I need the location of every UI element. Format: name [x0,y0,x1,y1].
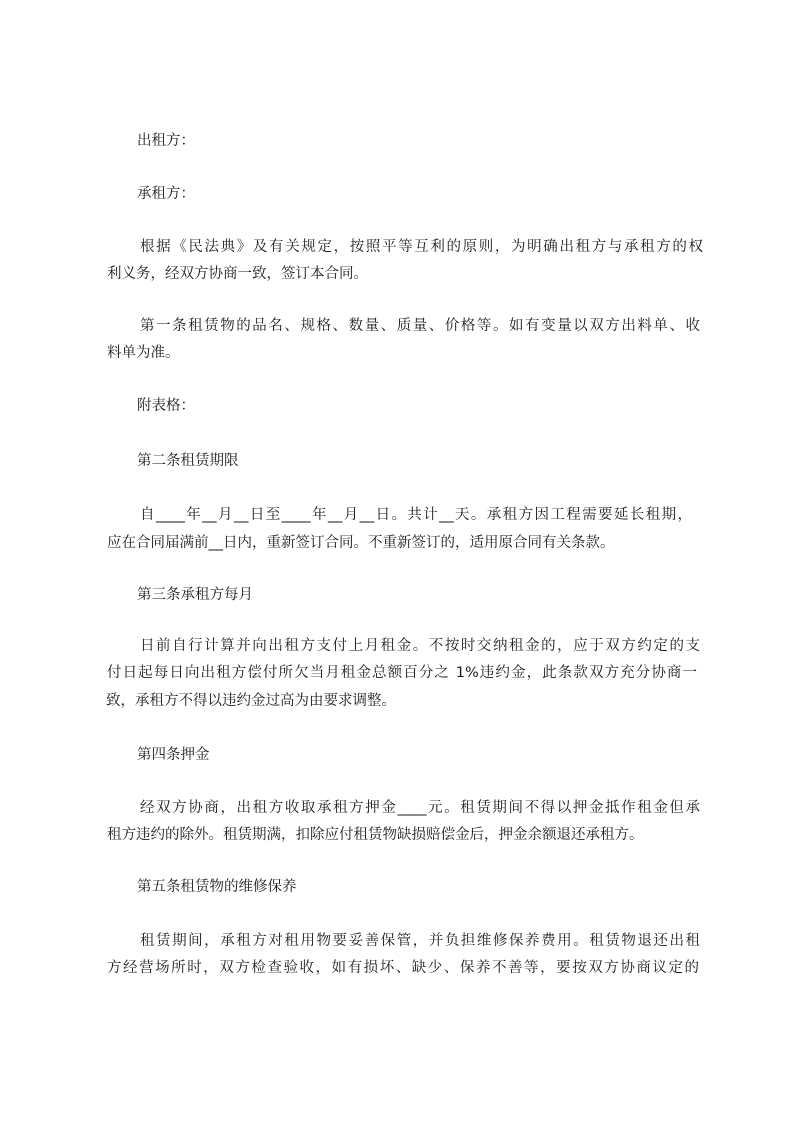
article4-text-2: 租方违约的除外。租赁期满，扣除应付租赁物缺损赔偿金后，押金余额退还承租方。 [107,827,644,843]
article5-line-1 [0,931,793,951]
article4-line-2 [0,825,793,845]
intro-text-2: 利义务，经双方协商一致，签订本合同。 [107,266,368,282]
article5-line-2 [0,958,793,978]
article3-text-2: 付日起每日向出租方偿付所欠当月租金总额百分之 1%违约金，此条款双方充分协商一 [107,665,697,681]
article3-text-3: 致，承租方不得以违约金过高为由要求调整。 [106,693,396,709]
article2-text-1: 自____年__月__日至____年__月__日。共计__天。承租方因工程需要延长租期， [140,507,692,523]
article3-heading-text: 第三条承租方每月 [137,587,253,603]
intro-line-2 [0,264,793,284]
article5-heading-text: 第五条租赁物的维修保养 [137,879,297,895]
article2-line-1 [0,505,793,525]
article3-text-1: 日前自行计算并向出租方支付上月租金。不按时交纳租金的，应于双方约定的支 [140,638,700,654]
article5-text-2: 方经营场所时，双方检查验收，如有损坏、缺少、保养不善等，要按双方协商议定的 [107,960,699,976]
intro-text-1: 根据《民法典》及有关规定，按照平等互利的原则，为明确出租方与承租方的权 [140,239,703,255]
article4-line-1 [0,798,793,818]
lessee-label-text: 承租方： [137,186,195,202]
article1-text-1: 第一条租赁物的品名、规格、数量、质量、价格等。如有变量以双方出料单、收 [140,318,700,334]
article2-heading-text: 第二条租赁期限 [137,453,239,469]
article2-line-2 [0,533,793,553]
article3-line-2 [0,663,793,683]
intro-line-1 [0,237,793,257]
article4-text-1: 经双方协商，出租方收取承租方押金____元。租赁期间不得以押金抵作租金但承 [140,800,700,816]
attachment-label [0,396,793,416]
article4-heading-text: 第四条押金 [137,747,210,763]
article3-line-1 [0,636,793,656]
article1-line-2 [0,343,793,363]
article2-heading [0,451,793,471]
article1-line-1 [0,316,793,336]
article2-text-2: 应在合同届满前__日内，重新签订合同。不重新签订的，适用原合同有关条款。 [107,535,615,551]
lessor-label [0,131,793,151]
lessor-label-text: 出租方： [137,133,195,149]
lessee-label [0,184,793,204]
article1-text-2: 料单为准。 [107,345,180,361]
article4-heading [0,745,793,765]
article3-heading [0,585,793,605]
article5-text-1: 租赁期间，承租方对租用物要妥善保管，并负担维修保养费用。租赁物退还出租 [140,933,700,949]
article3-line-3 [0,691,793,711]
article5-heading [0,877,793,897]
attachment-label-text: 附表格： [137,398,195,414]
